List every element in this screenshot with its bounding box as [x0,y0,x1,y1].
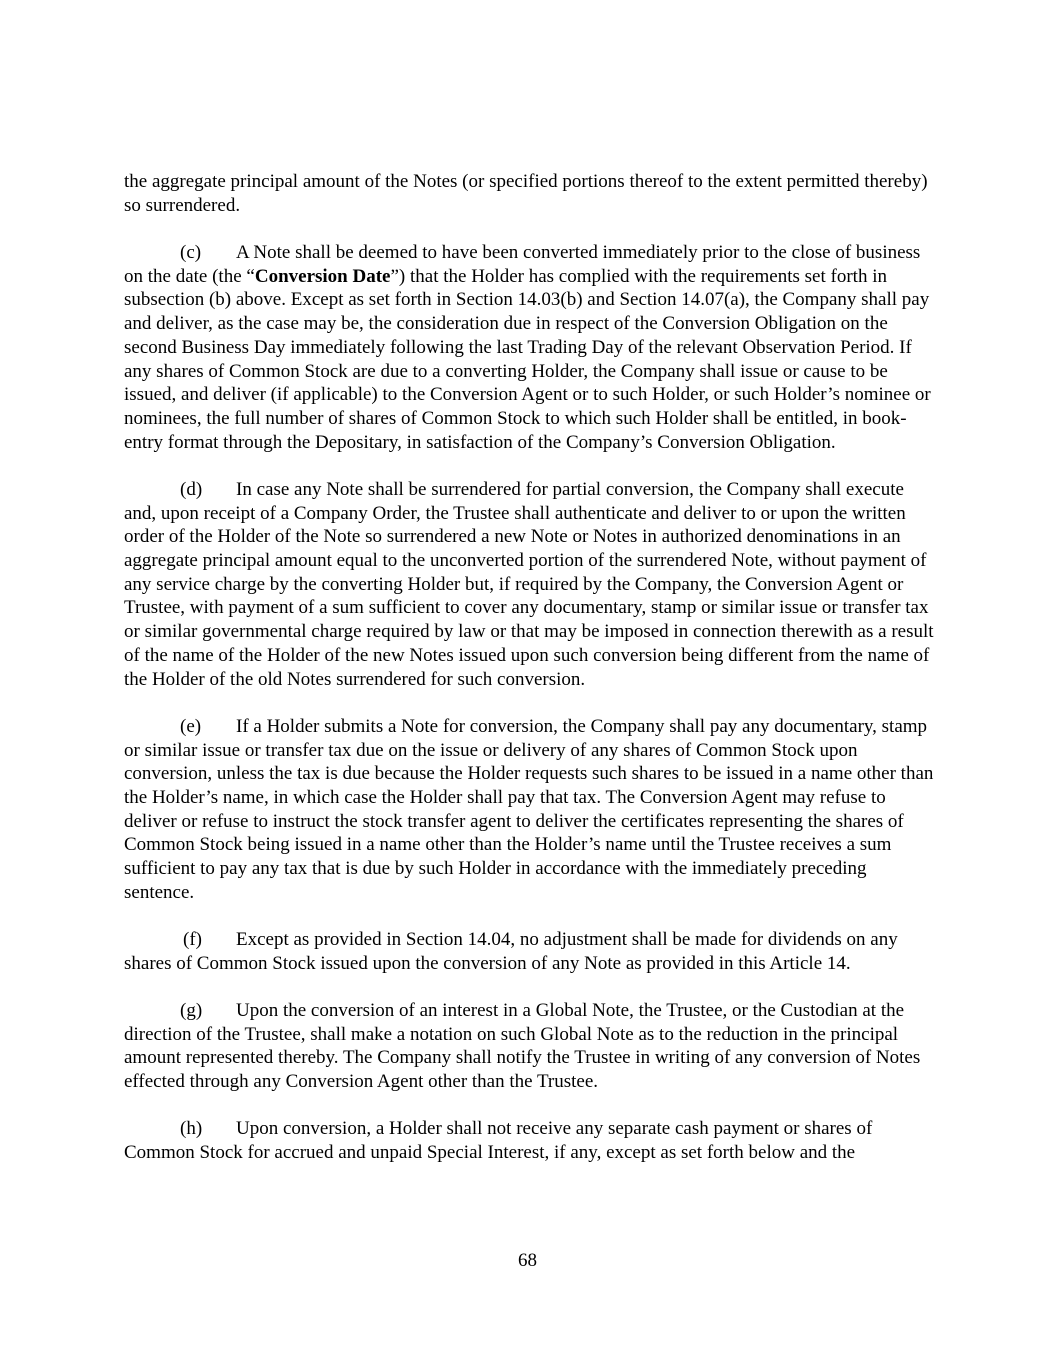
paragraph-d [124,478,936,691]
paragraph-label: (c) [180,242,202,263]
paragraph-label: (f) [183,929,202,951]
paragraph-text: A Note shall be deemed to have been converted immediately prior to the close of business on the date (the “ [124,242,921,287]
paragraph-label: (d) [180,478,203,500]
page-number: 68 [518,1250,537,1271]
paragraph-e [124,715,936,905]
paragraph-text: If a Holder submits a Note for conversion, the Company shall pay any documentary, stamp or similar issue or transfer tax due on the issue or delivery of any shares of Common Stock upon conversion, unless the tax is due because the Holder requests such shares to be issued in a name other than the Holder’s name, in which case the Holder shall pay that tax. The Conversion Agent may refuse to deliver or refuse to instruct the stock transfer agent to deliver the certificates representing the shares of Common Stock being issued in a name other than the Holder’s name until the Trustee receives a sum sufficient to pay any tax that is due by such Holder in accordance with the immediately preceding sentence. [124,715,934,903]
paragraph-c [124,241,936,454]
paragraph-g [124,999,936,1094]
paragraph-text: Upon the conversion of an interest in a Global Note, the Trustee, or the Custodian at the direction of the Trustee, shall make a notation on such Global Note as to the reduction in the principal amount represented thereby. The Company shall notify the Trustee in writing of any conversion of Notes effected through any Conversion Agent other than the Trustee. [124,1000,921,1093]
continuation-paragraph [124,170,936,217]
defined-term-conversion-date: Conversion Date [254,265,391,287]
paragraph-text: Upon conversion, a Holder shall not receive any separate cash payment or shares of Common Stock for accrued and unpaid Special Interest, if any, except as set forth below and the [124,1118,873,1164]
paragraph-label: (e) [180,715,202,737]
paragraph-label: (h) [180,1118,203,1140]
paragraph-text: ”) that the Holder has complied with the requirements set forth in subsection (b) above. Except as set forth in Section 14.03(b) and Section 14.07(a), the Company shall pay and deliver, as the case may be, the consideration due in respect of the Conversion Obligation on the second Business Day immediately following the last Trading Day of the relevant Observation Period. If any shares of Common Stock are due to a converting Holder, the Company shall issue or cause to be issued, and deliver (if applicable) to the Conversion Agent or to such Holder, or such Holder’s nominee or nominees, the full number of shares of Common Stock to which such Holder shall be entitled, in book-entry format through the Depositary, in satisfaction of the Company’s Conversion Obligation. [124,265,931,453]
continuation-text: the aggregate principal amount of the Notes (or specified portions thereof to the extent permitted thereby) so surrendered. [124,171,928,216]
paragraph-h [124,1117,936,1164]
document-body [124,170,936,1188]
paragraph-text: In case any Note shall be surrendered for partial conversion, the Company shall execute and, upon receipt of a Company Order, the Trustee shall authenticate and deliver to or upon the written order of the Holder of the Note so surrendered a new Note or Notes in authorized denominations in an aggregate principal amount equal to the unconverted portion of the surrendered Note, without payment of any service charge by the converting Holder but, if required by the Company, the Conversion Agent or Trustee, with payment of a sum sufficient to cover any documentary, stamp or similar issue or transfer tax or similar governmental charge required by law or that may be imposed in connection therewith as a result of the name of the Holder of the new Notes issued upon such conversion being different from the name of the Holder of the old Notes surrendered for such conversion. [124,478,934,690]
paragraph-text: Except as provided in Section 14.04, no adjustment shall be made for dividends on any shares of Common Stock issued upon the conversion of any Note as provided in this Article 14. [124,929,898,974]
paragraph-label: (g) [180,1000,203,1022]
paragraph-f [124,928,936,975]
